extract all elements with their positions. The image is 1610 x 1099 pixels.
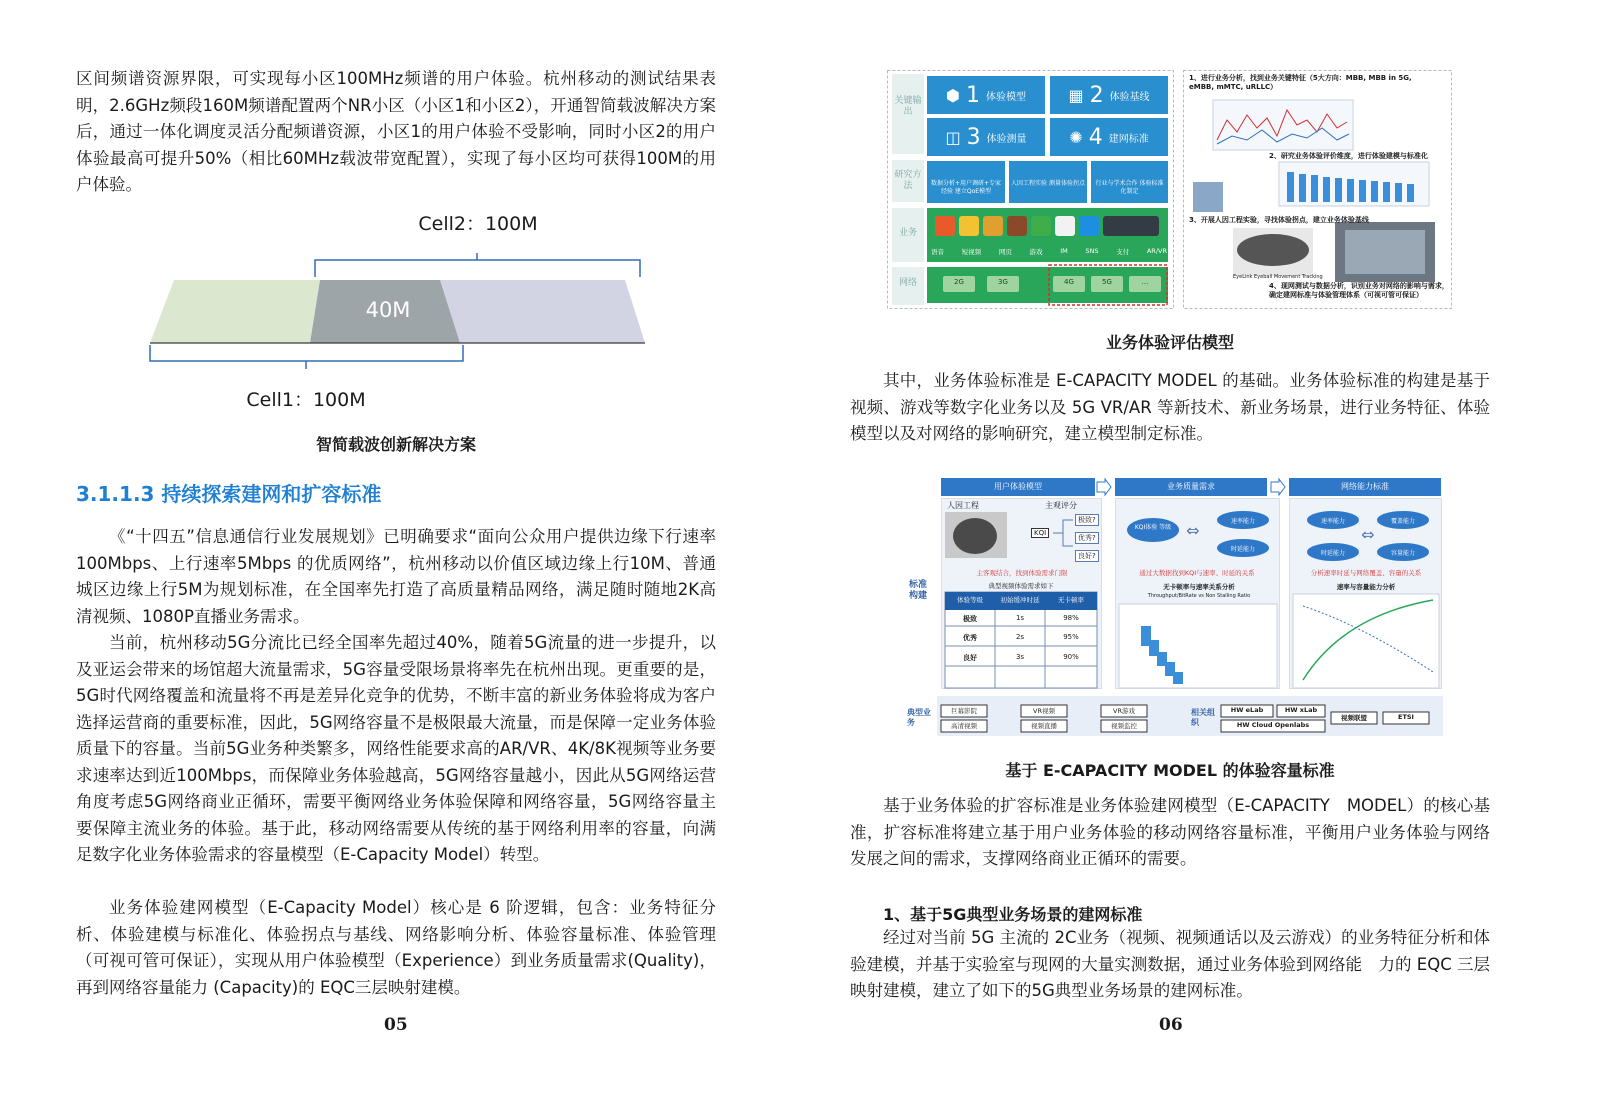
network-2g: 2G bbox=[954, 278, 964, 286]
speed-capability: 速率能力 bbox=[1230, 518, 1255, 525]
network-3g: 3G bbox=[998, 278, 1008, 286]
related-orgs-label: 相关组织 bbox=[1191, 708, 1215, 727]
eyetracker-label: EyeLink Eyeball Movement Tracking bbox=[1233, 274, 1323, 280]
tile-label: 建网标准 bbox=[1108, 133, 1149, 145]
paragraph-plan: 《“十四五”信息通信行业发展规划》已明确要求“面向公众用户提供边缘下行速率100Mbps、上行速率5Mbps 的优质网络”，杭州移动以价值区域边缘上行10M、普通城区边缘上行5M为规划标准，在全国率先打造了高质量精品网络，满足随时随地2K高清视频、1080P直播业务需求。 bbox=[76, 527, 716, 626]
cell1-label: Cell1：100M bbox=[246, 389, 366, 411]
page-number-right: 06 bbox=[1159, 1015, 1183, 1035]
app-label: 网页 bbox=[998, 248, 1012, 256]
kqi-level: KQI体验 等级 bbox=[1134, 524, 1172, 531]
header-quality: 业务质量需求 bbox=[1167, 482, 1215, 491]
human-factor-label: 人因工程 bbox=[947, 501, 979, 510]
typical-business-label: 典型业务 bbox=[907, 708, 931, 727]
table-row bbox=[945, 614, 1097, 624]
table-header-row bbox=[945, 595, 1097, 604]
table-header: 初始缓冲时延 bbox=[1000, 596, 1040, 604]
table-cell: 极致 bbox=[963, 615, 977, 623]
tile-experience-baseline bbox=[1050, 76, 1168, 114]
rating-2: 优秀? bbox=[1075, 532, 1099, 544]
cell2-band bbox=[440, 280, 645, 343]
note-kqi: 通过大数据找到KQI与速率、时延的关系 bbox=[1139, 569, 1255, 577]
net-speed: 速率能力 bbox=[1320, 518, 1345, 525]
app-label: 短视频 bbox=[961, 248, 982, 256]
cell2-label: Cell2：100M bbox=[418, 213, 538, 235]
table-row bbox=[945, 633, 1097, 643]
note-network: 分析速率时延与网络覆盖、容量的关系 bbox=[1310, 569, 1422, 577]
table-row bbox=[945, 653, 1097, 663]
table-cell: 95% bbox=[1063, 633, 1079, 641]
table-cell: 良好 bbox=[963, 654, 977, 662]
rating-3: 良好? bbox=[1075, 550, 1099, 562]
side-label-network: 网络 bbox=[898, 278, 917, 288]
figure-caption-3: 基于 E-CAPACITY MODEL 的体验容量标准 bbox=[1005, 761, 1335, 780]
tile-number: 3 bbox=[966, 124, 981, 150]
net-delay: 时延能力 bbox=[1320, 550, 1345, 557]
network-4g: 4G bbox=[1064, 278, 1074, 286]
typical-6: 视频监控 bbox=[1111, 722, 1137, 730]
typical-5: 视频直播 bbox=[1031, 722, 1057, 730]
tile-label: 体验测量 bbox=[986, 133, 1027, 145]
note-thresholds: 主客观结合，找到体验需求门限 bbox=[976, 569, 1068, 577]
tile-experience-model bbox=[927, 76, 1045, 114]
subheading-5g-standard: 1、基于5G典型业务场景的建网标准 bbox=[883, 905, 1143, 924]
overlap-label: 40M bbox=[365, 298, 411, 322]
svg-text:⇔: ⇔ bbox=[1361, 525, 1375, 544]
paragraph-capacity: 当前，杭州移动5G分流比已经全国率先超过40%，随着5G流量的进一步提升，以及亚运会带来的场馆超大流量需求，5G容量受限场景将率先在杭州出现。更重要的是，5G时代网络覆盖和流量将不再是差异化竞争的优势，不断丰富的新业务体验将成为客户选择运营商的重要标准，因此，5G网络容量不是极限最大流量，而是保障一定业务体验质量下的容量。当前5G业务种类繁多，网络性能要求高的AR/VR、4K/8K视频等业务要求速率达到近100Mbps，而保障业务体验越高，5G网络容量越小，因此从5G网络运营角度考虑5G网络商业正循环，需要平衡网络业务体验保障和网络容量，5G网络容量主要保障主流业务的体验。基于此，移动网络需要从传统的基于网络利用率的容量，向满足数字化业务体验需求的容量模型（E-Capacity Model）转型。 bbox=[76, 633, 716, 864]
cell2-brace bbox=[315, 253, 640, 277]
paragraph-intro: 区间频谱资源界限，可实现每小区100MHz频谱的用户体验。杭州移动的测试结果表明，2.6GHz频段160M频谱配置两个NR小区（小区1和小区2），开通智简载波解决方案后，通过一体化调度灵活分配频谱资源，小区1的用户体验不受影响，同时小区2的用户体验最高可提升50%（相比60MHz载波带宽配置），实现了每小区均可获得100M的用户体验。 bbox=[76, 69, 716, 194]
method-1: 数据分析+用户调研+专家经验 建立QoE模型 bbox=[930, 180, 1002, 195]
table-cell: 98% bbox=[1063, 614, 1079, 622]
typical-4: 高清视频 bbox=[951, 722, 977, 730]
table-title: 典型视频体验需求如下 bbox=[988, 582, 1054, 590]
org-3: HW Cloud Openlabs bbox=[1236, 721, 1310, 729]
header-user-experience: 用户体验模型 bbox=[994, 482, 1042, 491]
tile-label: 体验基线 bbox=[1109, 91, 1150, 103]
figure-caption-1: 智简载波创新解决方案 bbox=[315, 435, 476, 454]
figure-caption-2: 业务体验评估模型 bbox=[1105, 333, 1234, 352]
table-header: 体验等级 bbox=[957, 596, 983, 604]
table-header: 无卡顿率 bbox=[1058, 596, 1084, 604]
table-cell: 2s bbox=[1015, 633, 1025, 641]
app-label: 支付 bbox=[1116, 248, 1130, 256]
step-3: 3、开展人因工程实验，寻找体验拐点，建立业务体验基线 bbox=[1189, 216, 1369, 224]
paragraph-expansion: 基于业务体验的扩容标准是业务体验建网模型（E-CAPACITY MODEL）的核心基准，扩容标准将建立基于用户业务体验的移动网络容量标准，平衡用户业务体验与网络发展之间的需求，支撑网络商业正循环的需要。 bbox=[850, 796, 1490, 868]
tile-number: 4 bbox=[1088, 124, 1103, 150]
typical-3: VR游戏 bbox=[1113, 707, 1135, 715]
org-2: HW xLab bbox=[1284, 706, 1318, 714]
tile-number: 2 bbox=[1089, 82, 1104, 108]
paragraph-model: 业务体验建网模型（E-Capacity Model）核心是 6 阶逻辑，包含：业务特征分析、体验建模与标准化、体验拐点与基线、网络影响分析、体验容量标准、体验管理（可视可管可保证），实现从用户体验模型（Experience）到业务质量需求(Quality)，再到网络容量能力 (Capacity)的 EQC三层映射建模。 bbox=[76, 898, 716, 997]
side-label-output: 关键输出 bbox=[894, 96, 922, 117]
right-chart-title: 速率与容量能力分析 bbox=[1336, 583, 1396, 591]
tile-network-standard bbox=[1050, 118, 1168, 156]
grid-icon: ▦ bbox=[1068, 85, 1084, 105]
tile-experience-measure bbox=[927, 118, 1045, 156]
app-label: 语音 bbox=[931, 248, 944, 256]
svg-text:⇔: ⇔ bbox=[1186, 521, 1200, 540]
method-3: 行业与学术合作 体验标准化制定 bbox=[1095, 180, 1164, 195]
cell1-band bbox=[150, 280, 320, 343]
table-cell: 1s bbox=[1015, 614, 1025, 622]
net-coverage: 覆盖能力 bbox=[1390, 518, 1415, 525]
meter-icon: ◫ bbox=[945, 127, 961, 147]
app-labels bbox=[931, 247, 1167, 256]
cell1-brace bbox=[150, 345, 463, 369]
typical-2: VR视频 bbox=[1033, 707, 1055, 715]
step-1: 1、进行业务分析，找到业务关键特征（5大方向：MBB, MBB in 5G, eMBB, mMTC, uRLLC） bbox=[1189, 74, 1412, 91]
table-cell: 90% bbox=[1063, 653, 1079, 661]
mid-chart-subtitle: Throughput/BitRate vs Non Stalling Ratio bbox=[1147, 593, 1251, 599]
right-page bbox=[805, 0, 1610, 1099]
header-network: 网络能力标准 bbox=[1341, 482, 1389, 491]
table-cell: 优秀 bbox=[963, 634, 977, 642]
side-label-business: 业务 bbox=[898, 228, 917, 238]
org-4: 视频联盟 bbox=[1341, 714, 1367, 722]
typical-1: 巨幕影院 bbox=[951, 707, 977, 715]
page-number-left: 05 bbox=[384, 1015, 408, 1035]
kqi-label: KQI bbox=[1031, 528, 1049, 538]
app-label: 游戏 bbox=[1029, 248, 1043, 256]
mid-chart-title: 无卡顿率与速率关系分析 bbox=[1163, 583, 1235, 591]
org-1: HW eLab bbox=[1230, 706, 1264, 714]
rating-1: 极致? bbox=[1075, 514, 1099, 526]
cube-icon: ⬢ bbox=[946, 85, 960, 105]
delay-capability: 时延能力 bbox=[1230, 546, 1255, 553]
table-cell: 3s bbox=[1015, 653, 1025, 661]
ecapacity-figure bbox=[903, 476, 1443, 738]
app-label: SNS bbox=[1085, 247, 1099, 255]
network-icon: ✺ bbox=[1069, 127, 1083, 147]
org-5: ETSI bbox=[1398, 713, 1414, 721]
subjective-label: 主观评分 bbox=[1045, 501, 1077, 510]
network-5g: 5G bbox=[1102, 278, 1112, 286]
net-capacity: 容量能力 bbox=[1390, 550, 1415, 557]
paragraph-standard: 其中，业务体验标准是 E-CAPACITY MODEL 的基础。业务体验标准的构建是基于视频、游戏等数字化业务以及 5G VR/AR 等新技术、新业务场景，进行业务特征、体验模型以及对网络的影响研究，建立模型制定标准。 bbox=[850, 371, 1490, 443]
paragraph-eqc: 经过对当前 5G 主流的 2C业务（视频、视频通话以及云游戏）的业务特征分析和体验建模，并基于实验室与现网的大量实测数据，通过业务体验到网络能 力的 EQC 三层映射建模，建立了如下的5G典型业务场景的建网标准。 bbox=[850, 928, 1490, 1000]
tile-number: 1 bbox=[965, 82, 980, 108]
step-2: 2、研究业务体验评价维度，进行体验建模与标准化 bbox=[1269, 152, 1428, 160]
network-more: ... bbox=[1141, 278, 1149, 286]
method-2: 人因工程实验 测量体验拐点 bbox=[1011, 180, 1085, 187]
side-label-method: 研究方法 bbox=[894, 170, 922, 191]
evaluation-model-figure bbox=[887, 70, 1453, 310]
carrier-figure bbox=[140, 205, 660, 420]
left-side-label: 标准构建 bbox=[909, 580, 928, 601]
tile-label: 体验模型 bbox=[985, 91, 1026, 103]
section-title: 3.1.1.3 持续探索建网和扩容标准 bbox=[76, 482, 382, 506]
app-label: IM bbox=[1060, 247, 1068, 255]
app-label: AR/VR bbox=[1146, 247, 1167, 255]
step-4: 4、现网测试与数据分析，识别业务对网络的影响与需求，确定建网标准与体验管理体系（可视可管可保证） bbox=[1269, 282, 1449, 299]
